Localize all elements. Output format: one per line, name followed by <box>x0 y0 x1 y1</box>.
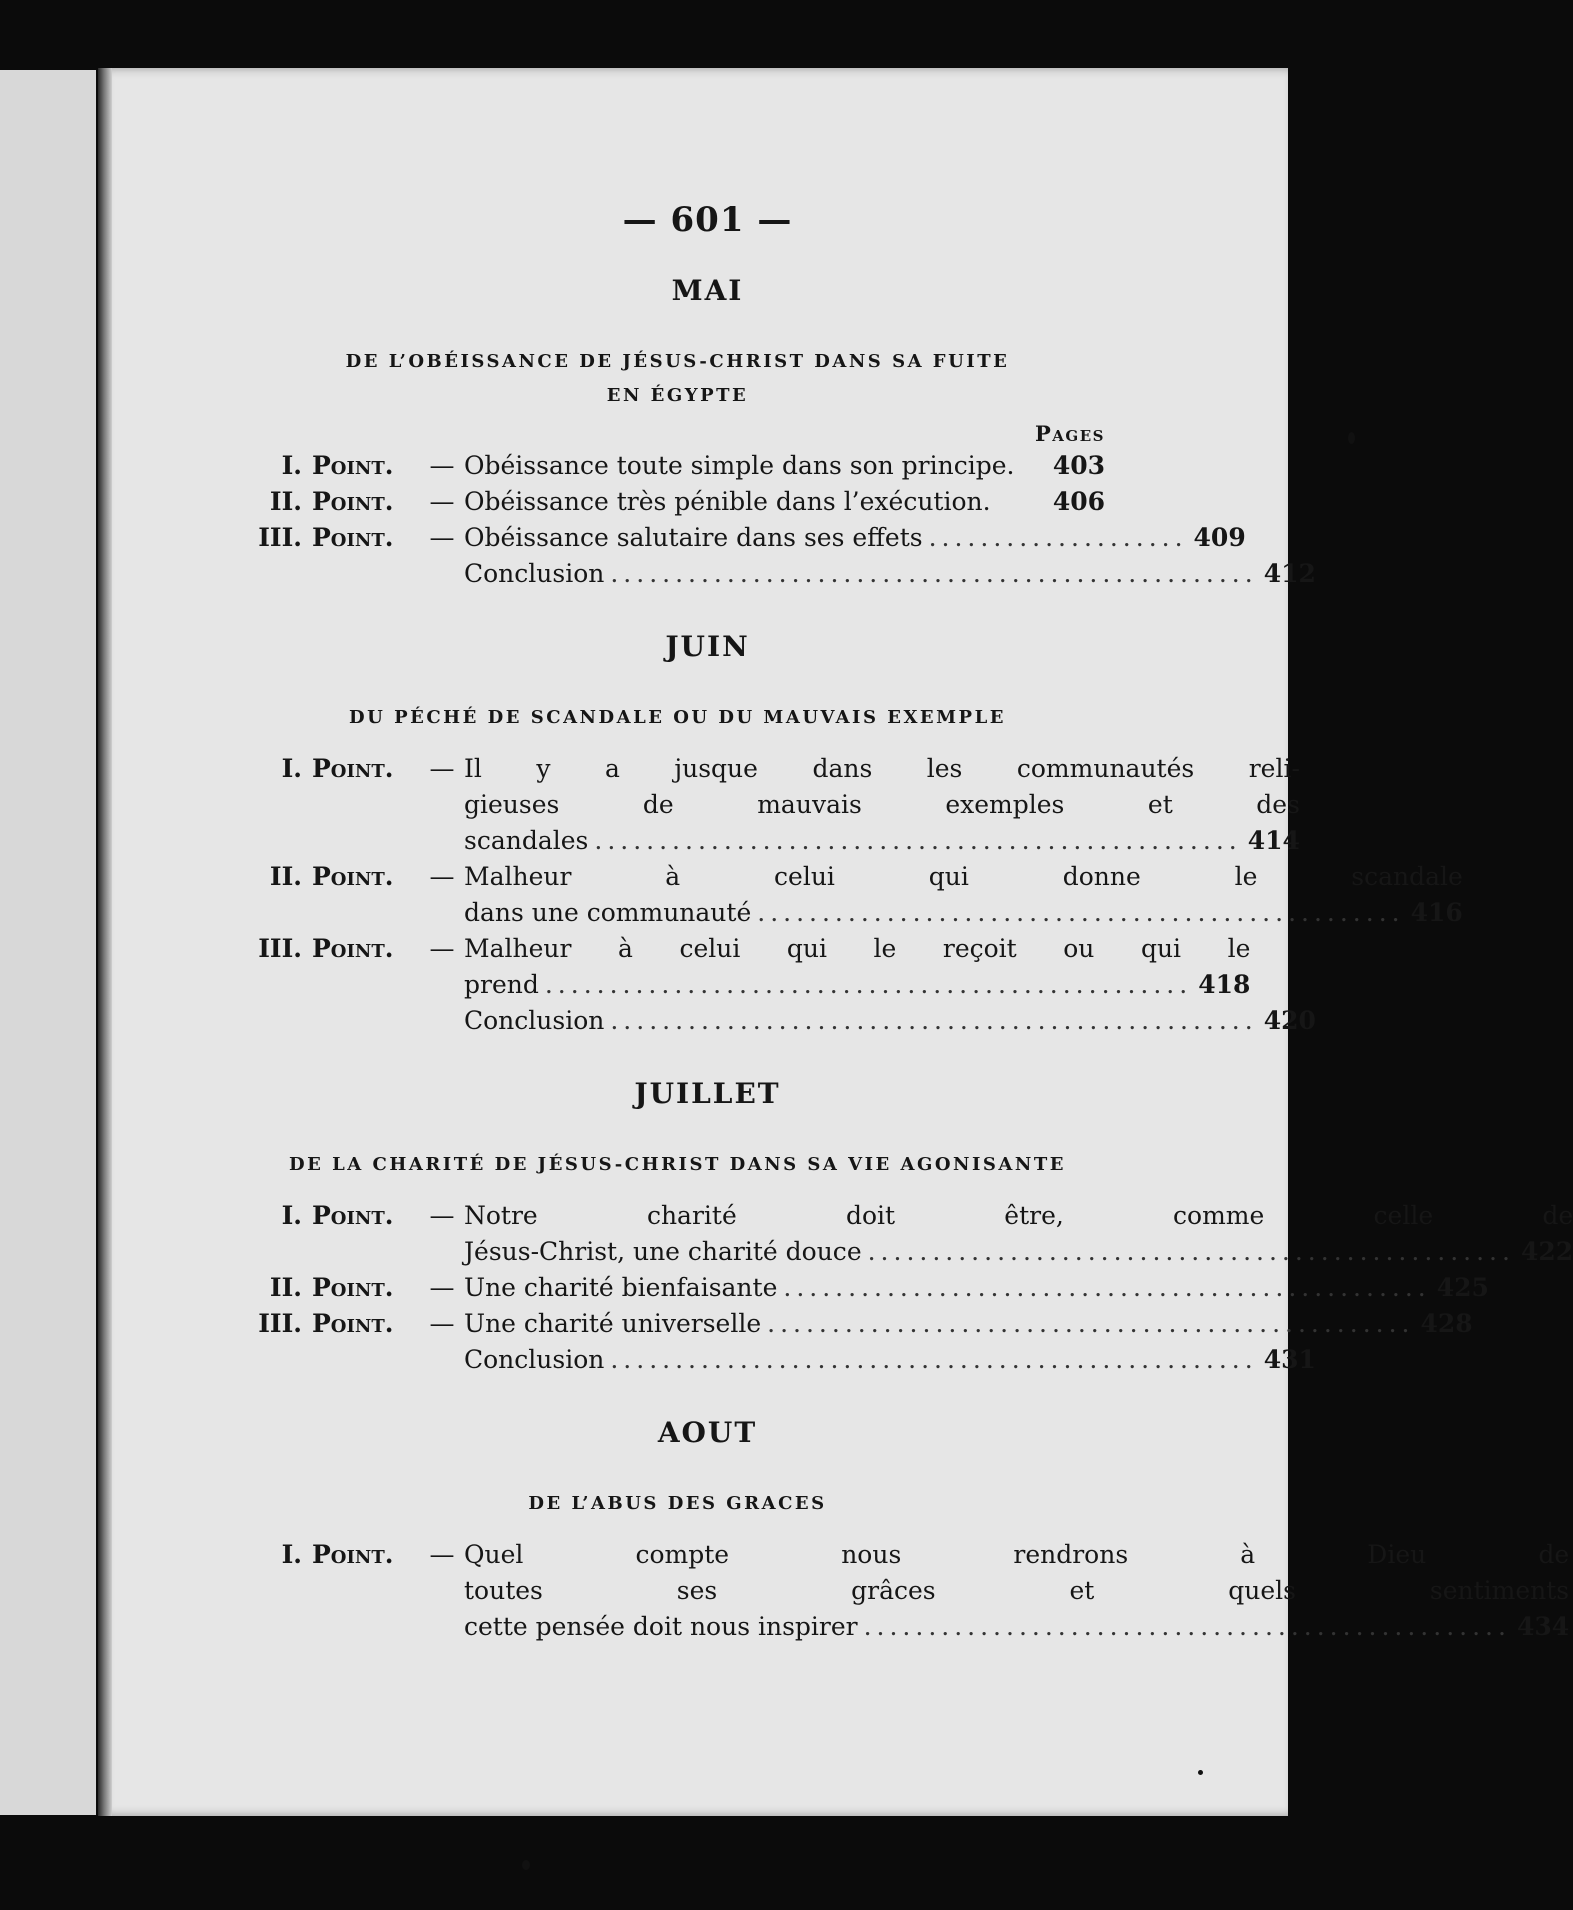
entry-page: 403 <box>1052 451 1105 480</box>
toc-entry-conclusion <box>250 556 1316 592</box>
em-dash: — <box>429 1540 455 1569</box>
point-label: Point. <box>312 487 394 516</box>
point-label: Point. <box>312 934 394 963</box>
section-juillet <box>250 1077 1573 1378</box>
point-label: Point. <box>312 754 394 783</box>
toc-entry <box>250 1198 1573 1270</box>
month-heading: AOUT <box>657 1416 758 1449</box>
scan-speck <box>522 1860 530 1870</box>
entry-text-line: prend <box>464 970 539 999</box>
em-dash: — <box>429 451 455 480</box>
entry-page: 414 <box>1247 826 1300 855</box>
em-dash: — <box>429 934 455 963</box>
section-title: DE LA CHARITÉ DE JÉSUS-CHRIST DANS SA VIE AGONISANTE <box>289 1154 1066 1175</box>
entry-number: III. <box>258 1309 302 1338</box>
leader-dots: .................................................. <box>610 559 1258 588</box>
entry-text-line: Jésus-Christ, une charité douce <box>464 1237 862 1266</box>
em-dash: — <box>429 862 455 891</box>
entry-text: Conclusion <box>464 1006 605 1035</box>
em-dash: — <box>429 1273 455 1302</box>
entry-number: II. <box>269 1273 302 1302</box>
entry-text-line: cette pensée doit nous inspirer <box>464 1612 858 1641</box>
point-label: Point. <box>312 1273 394 1302</box>
section-title-line: DE L’OBÉISSANCE DE JÉSUS-CHRIST DANS SA FUITE <box>345 351 1010 372</box>
entry-text: Conclusion <box>464 559 605 588</box>
point-label: Point. <box>312 451 394 480</box>
entry-text-line: Quel compte nous rendrons à Dieu de <box>464 1540 1570 1569</box>
leader-dots: .................................................. <box>783 1273 1431 1302</box>
table-of-contents <box>250 200 1573 1645</box>
entry-page: 431 <box>1263 1345 1316 1374</box>
leader-dots: .................................................. <box>757 898 1405 927</box>
leader-dots: .................................................. <box>610 1345 1258 1374</box>
toc-entry <box>250 484 1105 520</box>
leader-dots: .................................................. <box>767 1309 1415 1338</box>
em-dash: — <box>429 1201 455 1230</box>
month-heading: JUIN <box>665 630 750 663</box>
toc-entry <box>250 859 1463 931</box>
point-label: Point. <box>312 862 394 891</box>
point-label: Point. <box>312 523 394 552</box>
toc-entry <box>250 448 1105 484</box>
page-binding-edge <box>98 68 112 1816</box>
section-juin <box>250 630 1463 1039</box>
section-title: DU PÉCHÉ DE SCANDALE OU DU MAUVAIS EXEMPLE <box>349 707 1006 728</box>
entry-number: II. <box>269 487 302 516</box>
entry-text-line: dans une communauté <box>464 898 752 927</box>
entry-text: Obéissance salutaire dans ses effets <box>464 523 923 552</box>
entry-page: 422 <box>1520 1237 1573 1266</box>
entry-number: I. <box>281 451 302 480</box>
em-dash: — <box>429 523 455 552</box>
entry-text-line: Malheur à celui qui donne le scandale <box>464 862 1463 891</box>
leader-dots: .................................................. <box>544 970 1193 999</box>
entry-text: Obéissance très pénible dans l’exécution. <box>464 487 991 516</box>
em-dash: — <box>429 754 455 783</box>
entry-number: II. <box>269 862 302 891</box>
toc-entry <box>250 751 1300 859</box>
page-number: — 601 — <box>622 200 793 240</box>
entry-text: Une charité bienfaisante <box>464 1273 778 1302</box>
entry-number: III. <box>258 523 302 552</box>
entry-page: 412 <box>1263 559 1316 588</box>
entry-text-line: Notre charité doit être, comme celle de <box>464 1201 1573 1230</box>
entry-number: III. <box>258 934 302 963</box>
toc-entry <box>250 931 1251 1003</box>
section-title <box>250 345 1105 413</box>
entry-text-line: Malheur à celui qui le reçoit ou qui le <box>464 934 1251 963</box>
section-aout <box>250 1416 1570 1645</box>
section-title-line: EN ÉGYPTE <box>606 385 749 406</box>
entry-text: Conclusion <box>464 1345 605 1374</box>
entry-text-line: gieuses de mauvais exemples et des <box>464 790 1300 819</box>
toc-entry <box>250 1306 1473 1342</box>
leader-dots: .................................................. <box>610 1006 1258 1035</box>
section-title: DE L’ABUS DES GRACES <box>528 1493 827 1514</box>
leader-dots: .................................................. <box>867 1237 1515 1266</box>
point-label: Point. <box>312 1309 394 1338</box>
entry-page: 434 <box>1516 1612 1570 1641</box>
leader-dots: .................................................. <box>863 1612 1511 1641</box>
leader-dots: .................... <box>928 523 1188 552</box>
entry-page: 418 <box>1198 970 1251 999</box>
em-dash: — <box>429 1309 455 1338</box>
point-label: Point. <box>312 1201 394 1230</box>
entry-page: 420 <box>1263 1006 1316 1035</box>
point-label: Point. <box>312 1540 394 1569</box>
entry-page: 406 <box>1052 487 1105 516</box>
toc-entry <box>250 1537 1570 1645</box>
entry-number: I. <box>281 1201 302 1230</box>
entry-text-line: Il y a jusque dans les communautés reli- <box>464 754 1300 783</box>
section-mai <box>250 274 1316 592</box>
entry-number: I. <box>281 754 302 783</box>
pages-column-header: Pages <box>1034 421 1105 446</box>
entry-page: 428 <box>1420 1309 1473 1338</box>
entry-page: 409 <box>1193 523 1246 552</box>
entry-page: 416 <box>1410 898 1463 927</box>
entry-text: Une charité universelle <box>464 1309 762 1338</box>
entry-page: 425 <box>1436 1273 1489 1302</box>
scan-speck <box>1198 1770 1203 1775</box>
leader-dots: .................................................. <box>594 826 1242 855</box>
toc-entry-conclusion <box>250 1342 1316 1378</box>
toc-entry <box>250 1270 1489 1306</box>
entry-text: Obéissance toute simple dans son principe. <box>464 451 1015 480</box>
toc-entry-conclusion <box>250 1003 1316 1039</box>
em-dash: — <box>429 487 455 516</box>
entry-text-line: scandales <box>464 826 589 855</box>
scan-background-left <box>0 70 96 1815</box>
scan-speck <box>1348 432 1355 444</box>
month-heading: MAI <box>671 274 744 307</box>
month-heading: JUILLET <box>634 1077 781 1110</box>
toc-entry <box>250 520 1246 556</box>
entry-number: I. <box>281 1540 302 1569</box>
entry-text-line: toutes ses grâces et quels sentiments <box>464 1576 1570 1605</box>
